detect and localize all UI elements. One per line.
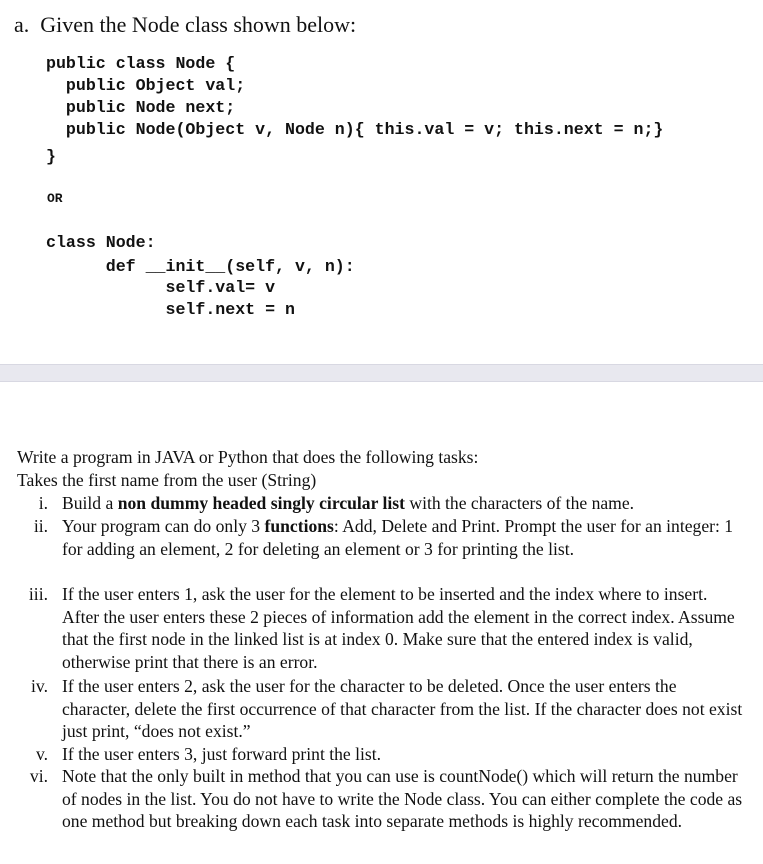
task-number: vi. <box>29 766 48 786</box>
section-divider <box>0 364 763 382</box>
question-heading: a. Given the Node class shown below: <box>14 12 357 37</box>
java-code-line: public Node(Object v, Node n){ this.val = v; this.next = n;} <box>46 120 664 139</box>
task-intro: Write a program in JAVA or Python that does the following tasks: <box>17 447 479 467</box>
task-text: Your program can do only 3 functions: Add, Delete and Print. Prompt the user for an integer: 1 for adding an element, 2 for deleting an element or 3 for printing the list. <box>62 516 734 559</box>
python-code-line: class Node: <box>46 233 156 252</box>
task-item <box>16 492 746 515</box>
task-item <box>16 515 746 560</box>
task-item <box>16 743 746 766</box>
task-item <box>16 675 746 743</box>
task-number: iii. <box>28 584 48 604</box>
java-code-line: } <box>46 147 56 166</box>
java-code-line: public Object val; <box>46 76 246 95</box>
python-code-line: self.val= v <box>46 278 276 297</box>
task-item <box>16 765 746 833</box>
task-item <box>16 583 746 673</box>
task-input-description: Takes the first name from the user (String) <box>17 470 317 490</box>
task-text: If the user enters 3, just forward print the list. <box>62 744 382 764</box>
task-text: If the user enters 1, ask the user for the element to be inserted and the index where to insert. After the user enters these 2 pieces of information add the element in the correct index. Assume that the first node in the linked list is at index 0. Make sure that the entered index is valid, otherwise print that there is an error. <box>62 584 735 672</box>
task-text: If the user enters 2, ask the user for the character to be deleted. Once the user enters the character, delete the first occurrence of that character from the list. If the character does not exist just print, “does not exist.” <box>62 676 743 742</box>
task-text: Note that the only built in method that you can use is countNode() which will return the number of nodes in the list. You do not have to write the Node class. You can either complete the code as one method but breaking down each task into separate methods is highly recommended. <box>62 766 743 832</box>
task-number: v. <box>35 744 48 764</box>
task-number: i. <box>38 493 48 513</box>
task-number: ii. <box>33 516 48 536</box>
python-code-line: self.next = n <box>46 300 295 319</box>
task-number: iv. <box>31 676 48 696</box>
java-code-line: public class Node { <box>46 54 236 73</box>
or-label: OR <box>47 191 63 206</box>
python-code-line: def __init__(self, v, n): <box>46 257 355 276</box>
task-text: Build a non dummy headed singly circular list with the characters of the name. <box>62 493 635 513</box>
java-code-line: public Node next; <box>46 98 236 117</box>
